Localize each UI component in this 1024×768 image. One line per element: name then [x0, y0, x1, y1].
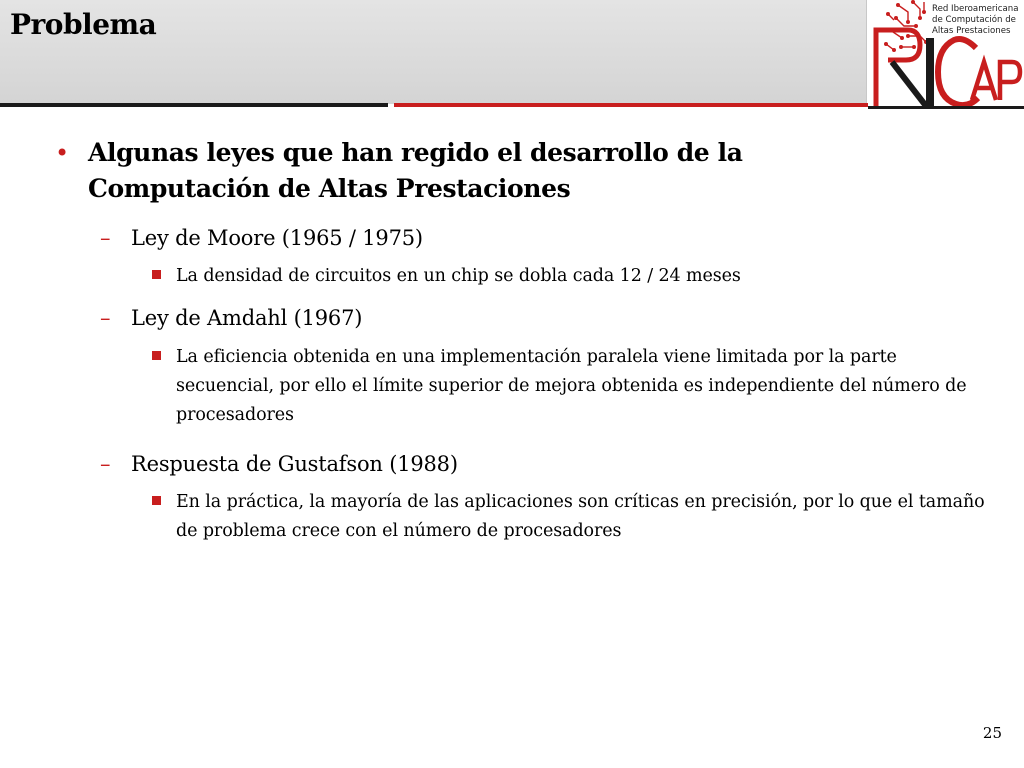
main-bullet-text: Algunas leyes que han regido el desarrollo de la Computación de Altas Prestaciones [88, 138, 743, 203]
logo-caption-line: Altas Prestaciones [932, 26, 1011, 36]
logo-caption-line: de Computación de [932, 15, 1016, 25]
law-detail: En la práctica, la mayoría de las aplicaciones son críticas en precisión, por lo que el tamaño de problema crece con el número de procesadores [176, 492, 985, 541]
square-bullet-icon [152, 496, 161, 505]
page-number: 25 [982, 724, 1002, 742]
title-rule-red [394, 103, 868, 107]
logo-caption [932, 4, 1019, 37]
law-title: Ley de Moore (1965 / 1975) [131, 226, 423, 250]
dash-icon: – [100, 226, 111, 250]
title-rule-dark [0, 103, 388, 107]
dash-icon: – [100, 306, 111, 330]
law-title: Ley de Amdahl (1967) [131, 306, 363, 330]
slide-title: Problema [10, 8, 157, 41]
dash-icon: – [100, 452, 111, 476]
bullet-icon: • [55, 139, 70, 167]
title-band [0, 0, 867, 104]
law-detail: La eficiencia obtenida en una implementación paralela viene limitada por la parte secuencial, por ello el límite superior de mejora obtenida es independiente del número de procesadores [176, 347, 967, 425]
law-title: Respuesta de Gustafson (1988) [131, 452, 458, 476]
law-detail: La densidad de circuitos en un chip se dobla cada 12 / 24 meses [176, 266, 741, 286]
square-bullet-icon [152, 270, 161, 279]
logo-caption-line: Red Iberoamericana [932, 4, 1019, 14]
square-bullet-icon [152, 351, 161, 360]
